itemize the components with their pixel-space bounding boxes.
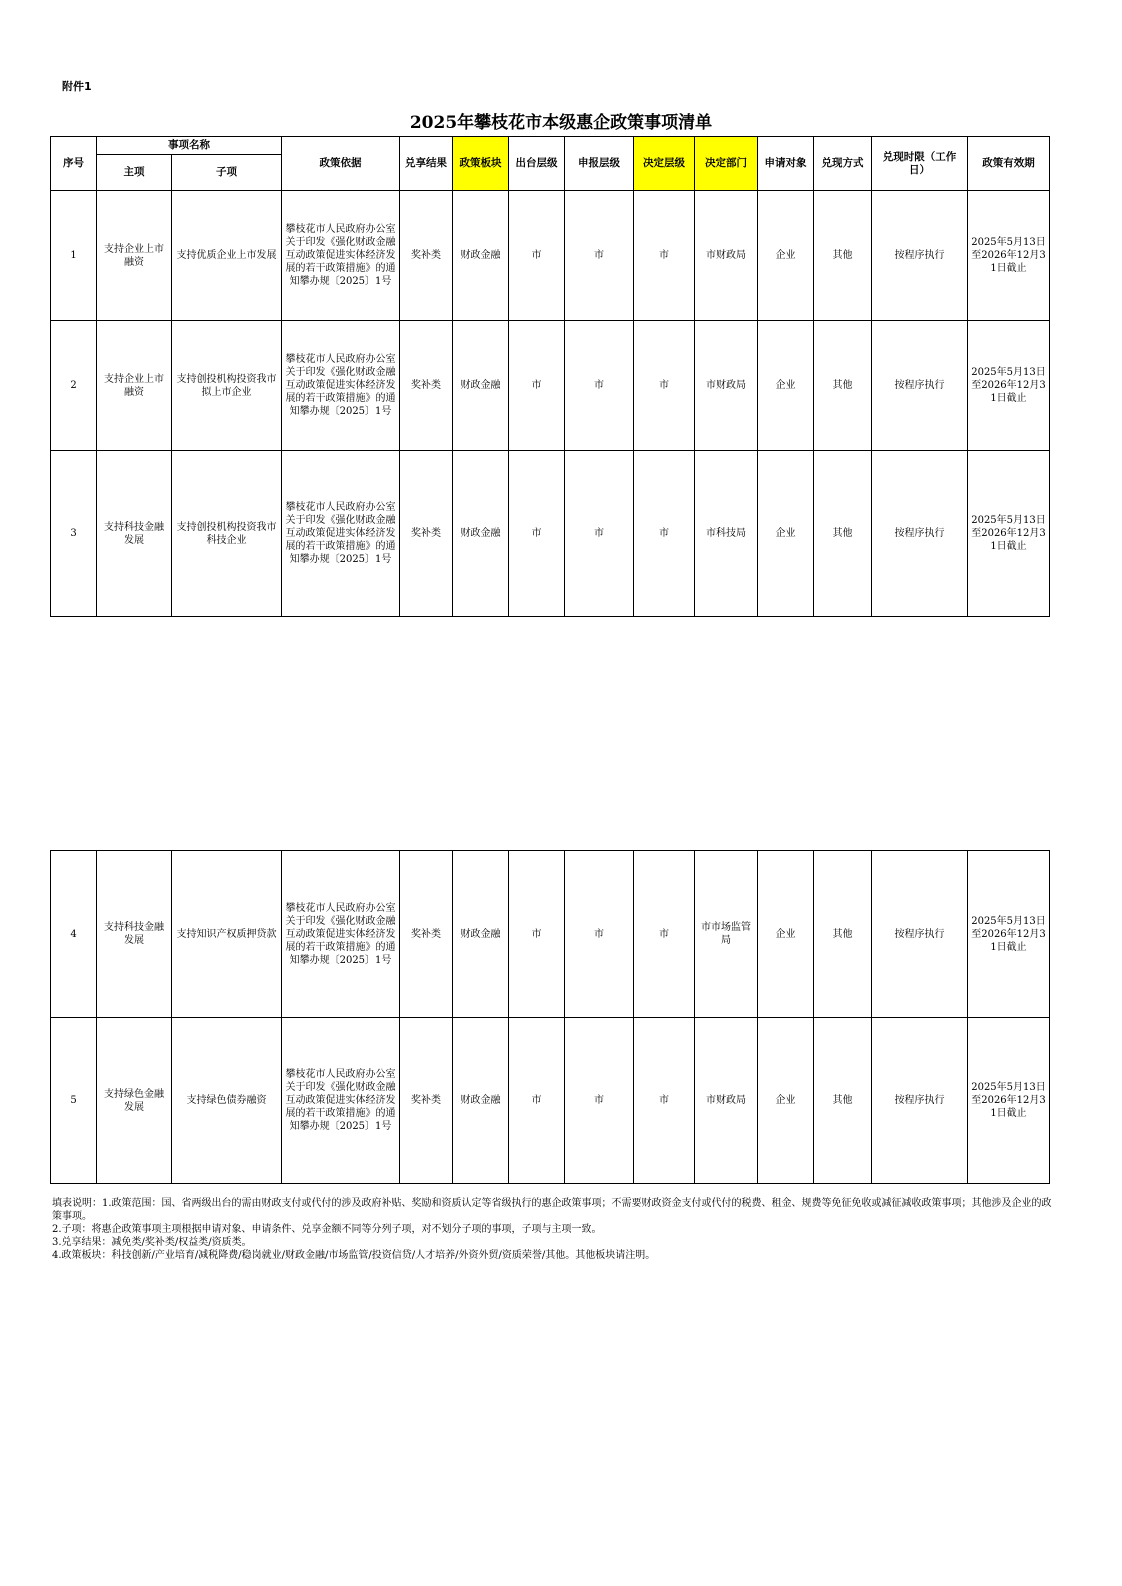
cell-seq: 5: [51, 1018, 97, 1184]
cell-method: 其他: [814, 851, 872, 1018]
cell-method: 其他: [814, 451, 872, 617]
cell-validity: 2025年5月13日至2026年12月31日截止: [968, 1018, 1050, 1184]
cell-basis: 攀枝花市人民政府办公室关于印发《强化财政金融互动政策促进实体经济发展的若干政策措施》的通知攀办规〔2025〕1号: [282, 191, 400, 321]
cell-sector: 财政金融: [453, 851, 509, 1018]
cell-main: 支持绿色金融发展: [97, 1018, 172, 1184]
cell-validity: 2025年5月13日至2026年12月31日截止: [968, 321, 1050, 451]
cell-time-limit: 按程序执行: [872, 451, 968, 617]
page-title: 2025年攀枝花市本级惠企政策事项清单: [409, 113, 713, 133]
cell-decide-level: 市: [634, 321, 695, 451]
cell-validity: 2025年5月13日至2026年12月31日截止: [968, 451, 1050, 617]
cell-main: 支持科技金融发展: [97, 451, 172, 617]
cell-method: 其他: [814, 191, 872, 321]
cell-sub: 支持知识产权质押贷款: [172, 851, 282, 1018]
header-sector: 政策板块: [453, 137, 509, 191]
header-validity: 政策有效期: [968, 137, 1050, 191]
cell-basis: 攀枝花市人民政府办公室关于印发《强化财政金融互动政策促进实体经济发展的若干政策措施》的通知攀办规〔2025〕1号: [282, 851, 400, 1018]
cell-sub: 支持绿色债券融资: [172, 1018, 282, 1184]
cell-time-limit: 按程序执行: [872, 191, 968, 321]
fill-instructions: [52, 1197, 1052, 1262]
table-row: [51, 191, 1050, 321]
cell-target: 企业: [758, 1018, 814, 1184]
header-apply-level: 申报层级: [565, 137, 634, 191]
cell-basis: 攀枝花市人民政府办公室关于印发《强化财政金融互动政策促进实体经济发展的若干政策措施》的通知攀办规〔2025〕1号: [282, 451, 400, 617]
header-target: 申请对象: [758, 137, 814, 191]
cell-apply-level: 市: [565, 321, 634, 451]
cell-result: 奖补类: [400, 321, 453, 451]
cell-sub: 支持优质企业上市发展: [172, 191, 282, 321]
cell-decide-dept: 市财政局: [695, 321, 758, 451]
header-basis: 政策依据: [282, 137, 400, 191]
cell-target: 企业: [758, 851, 814, 1018]
cell-decide-level: 市: [634, 851, 695, 1018]
cell-seq: 3: [51, 451, 97, 617]
attachment-label: 附件1: [62, 80, 92, 93]
cell-seq: 4: [51, 851, 97, 1018]
cell-time-limit: 按程序执行: [872, 851, 968, 1018]
cell-apply-level: 市: [565, 191, 634, 321]
cell-method: 其他: [814, 321, 872, 451]
cell-main: 支持企业上市融资: [97, 191, 172, 321]
cell-apply-level: 市: [565, 851, 634, 1018]
cell-basis: 攀枝花市人民政府办公室关于印发《强化财政金融互动政策促进实体经济发展的若干政策措施》的通知攀办规〔2025〕1号: [282, 1018, 400, 1184]
table-row: [51, 1018, 1050, 1184]
cell-result: 奖补类: [400, 451, 453, 617]
header-sub: 子项: [172, 155, 282, 191]
cell-decide-dept: 市科技局: [695, 451, 758, 617]
header-main: 主项: [97, 155, 172, 191]
cell-target: 企业: [758, 191, 814, 321]
cell-decide-dept: 市市场监管局: [695, 851, 758, 1018]
cell-decide-dept: 市财政局: [695, 1018, 758, 1184]
cell-sub: 支持创投机构投资我市拟上市企业: [172, 321, 282, 451]
cell-apply-level: 市: [565, 1018, 634, 1184]
table-row: [51, 851, 1050, 1018]
header-decide-dept: 决定部门: [695, 137, 758, 191]
cell-decide-level: 市: [634, 451, 695, 617]
policy-table-page2: [50, 850, 1050, 1184]
header-result: 兑享结果: [400, 137, 453, 191]
table-row: [51, 321, 1050, 451]
cell-decide-level: 市: [634, 1018, 695, 1184]
cell-result: 奖补类: [400, 851, 453, 1018]
note-line: 4.政策板块：科技创新/产业培育/减税降费/稳岗就业/财政金融/市场监管/投资信贷/人才培养/外资外贸/资质荣誉/其他。其他板块请注明。: [52, 1250, 656, 1261]
cell-validity: 2025年5月13日至2026年12月31日截止: [968, 191, 1050, 321]
cell-decide-dept: 市财政局: [695, 191, 758, 321]
cell-target: 企业: [758, 321, 814, 451]
cell-sector: 财政金融: [453, 1018, 509, 1184]
cell-issue-level: 市: [509, 191, 565, 321]
note-line: 2.子项：将惠企政策事项主项根据申请对象、申请条件、兑享金额不同等分列子项，对不划分子项的事项，子项与主项一致。: [52, 1224, 602, 1235]
cell-result: 奖补类: [400, 1018, 453, 1184]
cell-issue-level: 市: [509, 451, 565, 617]
cell-issue-level: 市: [509, 1018, 565, 1184]
cell-method: 其他: [814, 1018, 872, 1184]
cell-seq: 2: [51, 321, 97, 451]
cell-target: 企业: [758, 451, 814, 617]
cell-issue-level: 市: [509, 321, 565, 451]
header-method: 兑现方式: [814, 137, 872, 191]
cell-time-limit: 按程序执行: [872, 321, 968, 451]
cell-main: 支持科技金融发展: [97, 851, 172, 1018]
cell-sector: 财政金融: [453, 451, 509, 617]
header-decide-level: 决定层级: [634, 137, 695, 191]
cell-time-limit: 按程序执行: [872, 1018, 968, 1184]
cell-issue-level: 市: [509, 851, 565, 1018]
cell-basis: 攀枝花市人民政府办公室关于印发《强化财政金融互动政策促进实体经济发展的若干政策措施》的通知攀办规〔2025〕1号: [282, 321, 400, 451]
cell-main: 支持企业上市融资: [97, 321, 172, 451]
note-line: 3.兑享结果：减免类/奖补类/权益类/资质类。: [52, 1237, 252, 1248]
cell-result: 奖补类: [400, 191, 453, 321]
policy-table-page1: [50, 136, 1050, 617]
header-issue-level: 出台层级: [509, 137, 565, 191]
table-row: [51, 451, 1050, 617]
cell-validity: 2025年5月13日至2026年12月31日截止: [968, 851, 1050, 1018]
cell-sector: 财政金融: [453, 321, 509, 451]
cell-seq: 1: [51, 191, 97, 321]
note-line: 填表说明：1.政策范围：国、省两级出台的需由财政支付或代付的涉及政府补贴、奖励和资质认定等省级执行的惠企政策事项；不需要财政资金支付或代付的税费、租金、规费等免征免收或减征减收政策事项；其他涉及企业的政策事项。: [52, 1198, 1052, 1222]
cell-sub: 支持创投机构投资我市科技企业: [172, 451, 282, 617]
header-seq: 序号: [51, 137, 97, 191]
cell-sector: 财政金融: [453, 191, 509, 321]
cell-apply-level: 市: [565, 451, 634, 617]
header-item-name: 事项名称: [97, 137, 282, 155]
cell-decide-level: 市: [634, 191, 695, 321]
header-time-limit: 兑现时限（工作日）: [872, 137, 968, 191]
